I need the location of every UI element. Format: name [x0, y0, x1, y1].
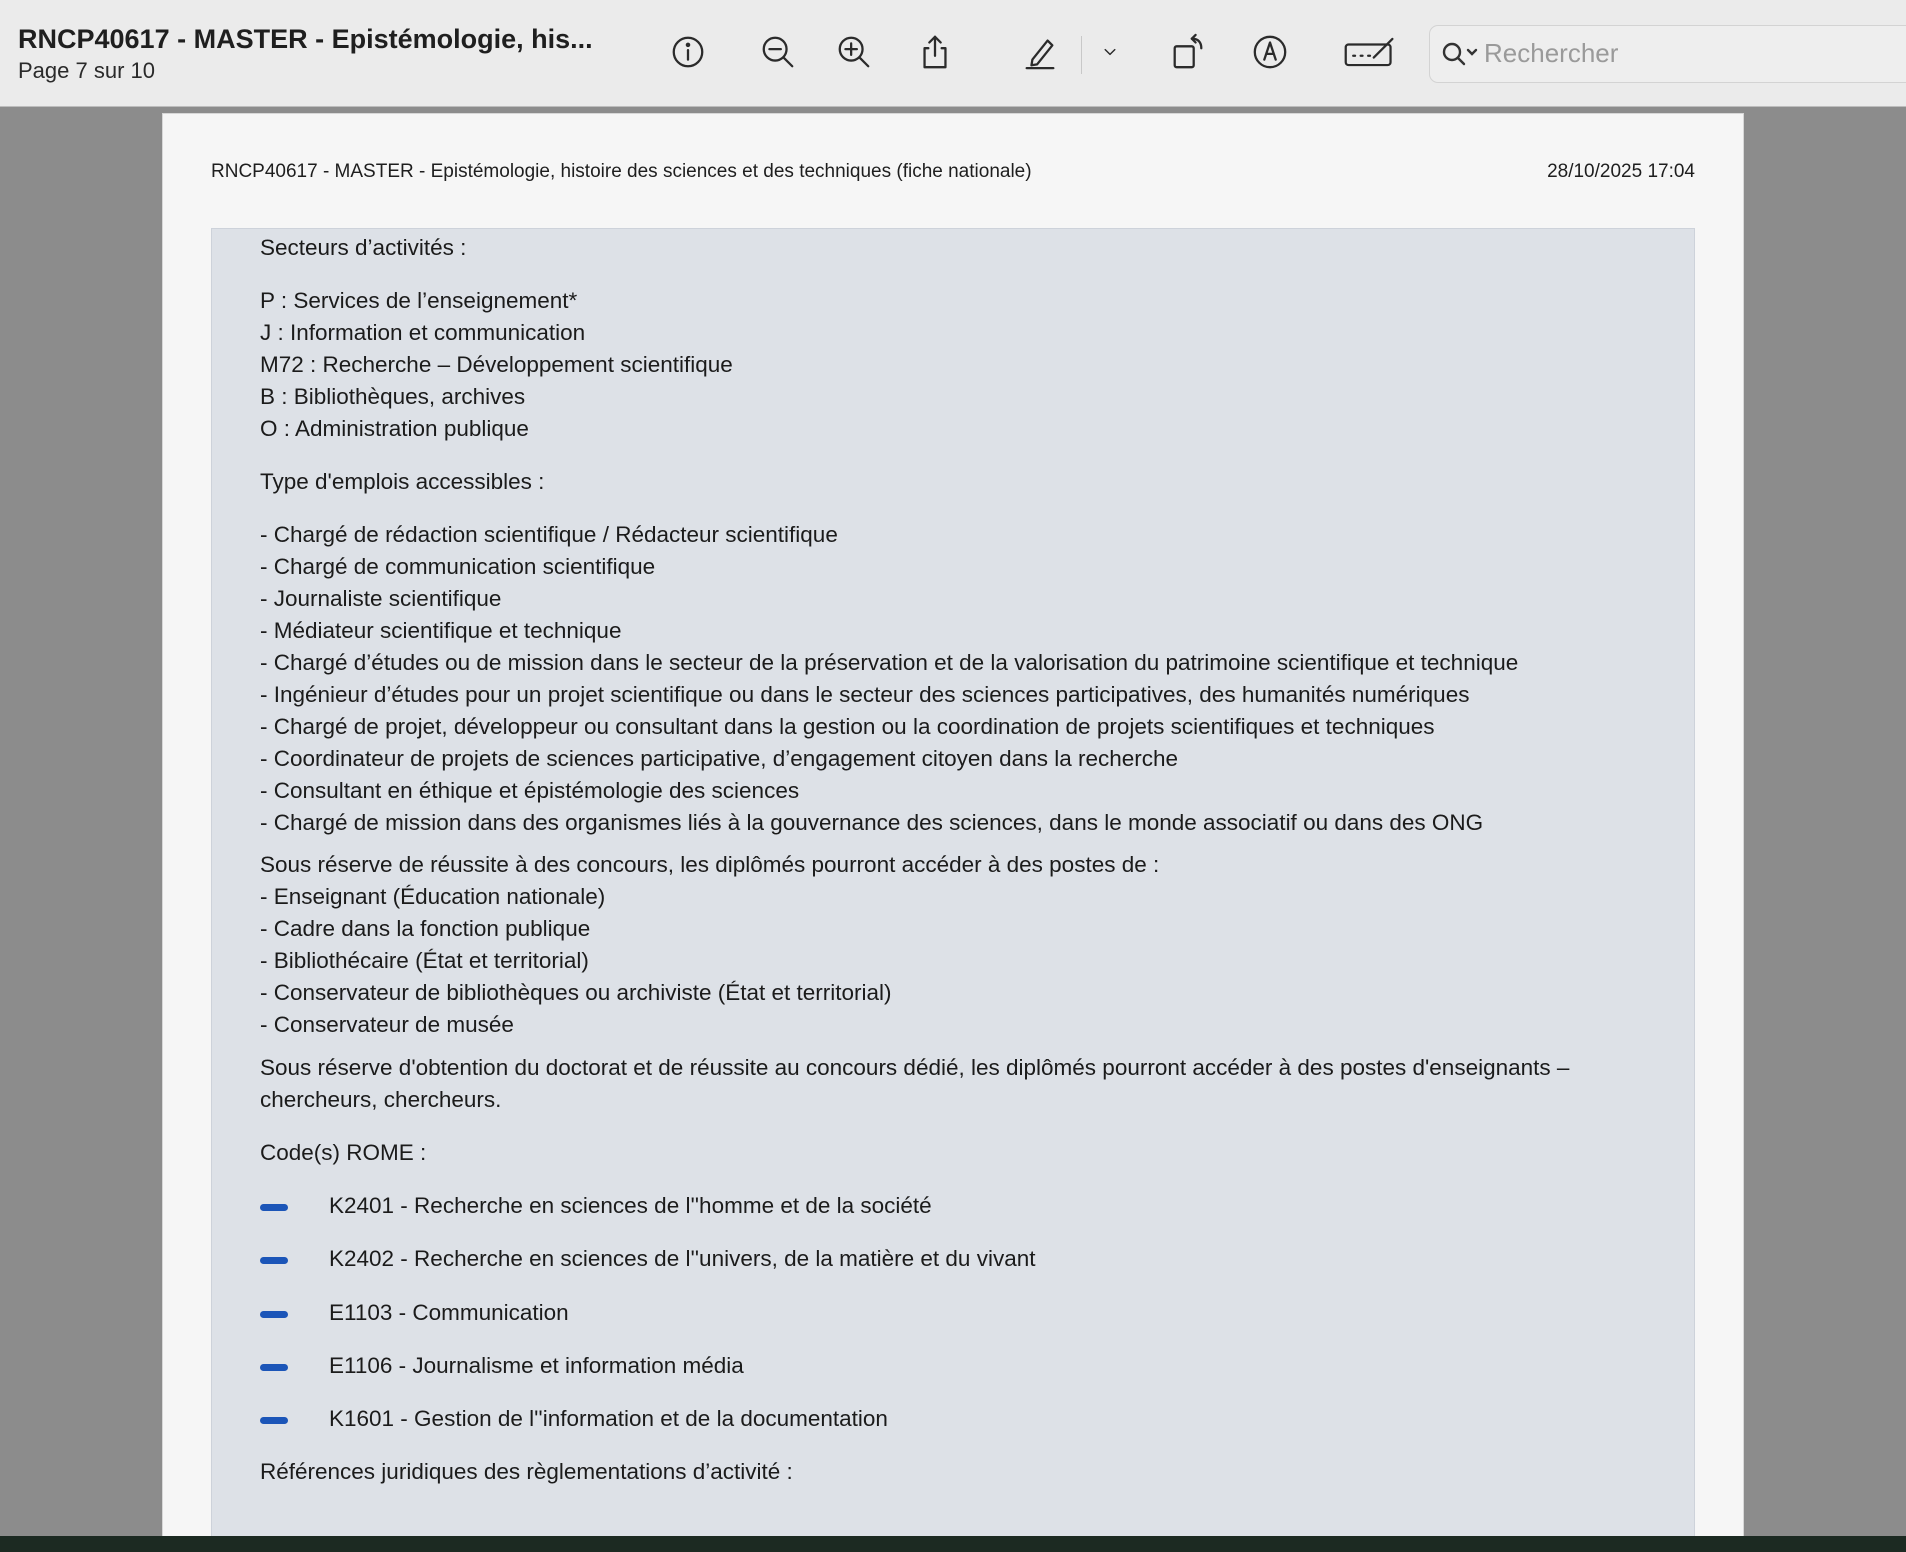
toolbar-separator [1081, 36, 1082, 74]
page-indicator: Page 7 sur 10 [18, 58, 155, 83]
job-item: - Chargé d’études ou de mission dans le secteur de la préservation et de la valorisation du patrimoine scientifique et technique [260, 650, 1519, 675]
rome-bullet-icon [260, 1204, 288, 1211]
rome-code-item: K2402 - Recherche en sciences de l''univers, de la matière et du vivant [329, 1246, 1036, 1271]
document-page [162, 113, 1744, 1536]
search-icon [1440, 40, 1480, 68]
page-header-title: RNCP40617 - MASTER - Epistémologie, histoire des sciences et des techniques (fiche nationale) [211, 161, 1032, 182]
rome-bullet-icon [260, 1311, 288, 1318]
rome-code-item: K1601 - Gestion de l''information et de la documentation [329, 1406, 888, 1431]
sector-item: J : Information et communication [260, 320, 586, 345]
rome-bullet-icon [260, 1417, 288, 1424]
job-item: - Coordinateur de projets de sciences participative, d’engagement citoyen dans la recherche [260, 746, 1179, 771]
concours-item: - Enseignant (Éducation nationale) [260, 884, 606, 909]
search-input[interactable] [1484, 36, 1904, 70]
concours-item: - Conservateur de musée [260, 1012, 514, 1037]
doctorat-text: Sous réserve d'obtention du doctorat et de réussite au concours dédié, les diplômés pourront accéder à des postes d'enseignants – [260, 1055, 1570, 1080]
rome-heading: Code(s) ROME : [260, 1140, 427, 1165]
page-header-date: 28/10/2025 17:04 [1547, 161, 1695, 182]
zoom-out-icon[interactable] [758, 32, 798, 72]
signature-icon[interactable] [1340, 32, 1400, 72]
info-icon[interactable] [668, 32, 708, 72]
sector-item: B : Bibliothèques, archives [260, 384, 526, 409]
sector-item: M72 : Recherche – Développement scientifique [260, 352, 733, 377]
toolbar [0, 0, 1906, 107]
job-item: - Chargé de projet, développeur ou consultant dans la gestion ou la coordination de projets scientifiques et techniques [260, 714, 1435, 739]
jobs-heading: Type d'emplois accessibles : [260, 469, 545, 494]
sector-item: O : Administration publique [260, 416, 529, 441]
job-item: - Ingénieur d’études pour un projet scientifique ou dans le secteur des sciences participatives, des humanités numériques [260, 682, 1470, 707]
search-field[interactable] [1429, 25, 1906, 83]
job-item: - Chargé de mission dans des organismes liés à la gouvernance des sciences, dans le monde associatif ou dans des ONG [260, 810, 1484, 835]
concours-item: - Bibliothécaire (État et territorial) [260, 948, 589, 973]
document-title: RNCP40617 - MASTER - Epistémologie, his... [18, 24, 593, 54]
rome-bullet-icon [260, 1364, 288, 1371]
job-item: - Journaliste scientifique [260, 586, 502, 611]
concours-item: - Cadre dans la fonction publique [260, 916, 591, 941]
markup-icon[interactable] [1250, 32, 1290, 72]
rome-code-item: E1106 - Journalisme et information média [329, 1353, 744, 1378]
job-item: - Chargé de communication scientifique [260, 554, 656, 579]
references-heading: Références juridiques des règlementations d’activité : [260, 1459, 793, 1484]
concours-item: - Conservateur de bibliothèques ou archiviste (État et territorial) [260, 980, 892, 1005]
sector-item: P : Services de l’enseignement* [260, 288, 578, 313]
content-block [211, 228, 1695, 1536]
rome-code-item: E1103 - Communication [329, 1300, 569, 1325]
chevron-down-icon[interactable] [1090, 32, 1130, 72]
job-item: - Consultant en éthique et épistémologie des sciences [260, 778, 800, 803]
rome-bullet-icon [260, 1257, 288, 1264]
sectors-heading: Secteurs d’activités : [260, 235, 467, 260]
job-item: - Chargé de rédaction scientifique / Rédacteur scientifique [260, 522, 838, 547]
doctorat-text: chercheurs, chercheurs. [260, 1087, 502, 1112]
share-icon[interactable] [915, 32, 955, 72]
zoom-in-icon[interactable] [834, 32, 874, 72]
rotate-icon[interactable] [1168, 32, 1208, 72]
job-item: - Médiateur scientifique et technique [260, 618, 622, 643]
highlight-icon[interactable] [1020, 32, 1060, 72]
concours-heading: Sous réserve de réussite à des concours, les diplômés pourront accéder à des postes de : [260, 852, 1160, 877]
rome-code-item: K2401 - Recherche en sciences de l''homme et de la société [329, 1193, 932, 1218]
